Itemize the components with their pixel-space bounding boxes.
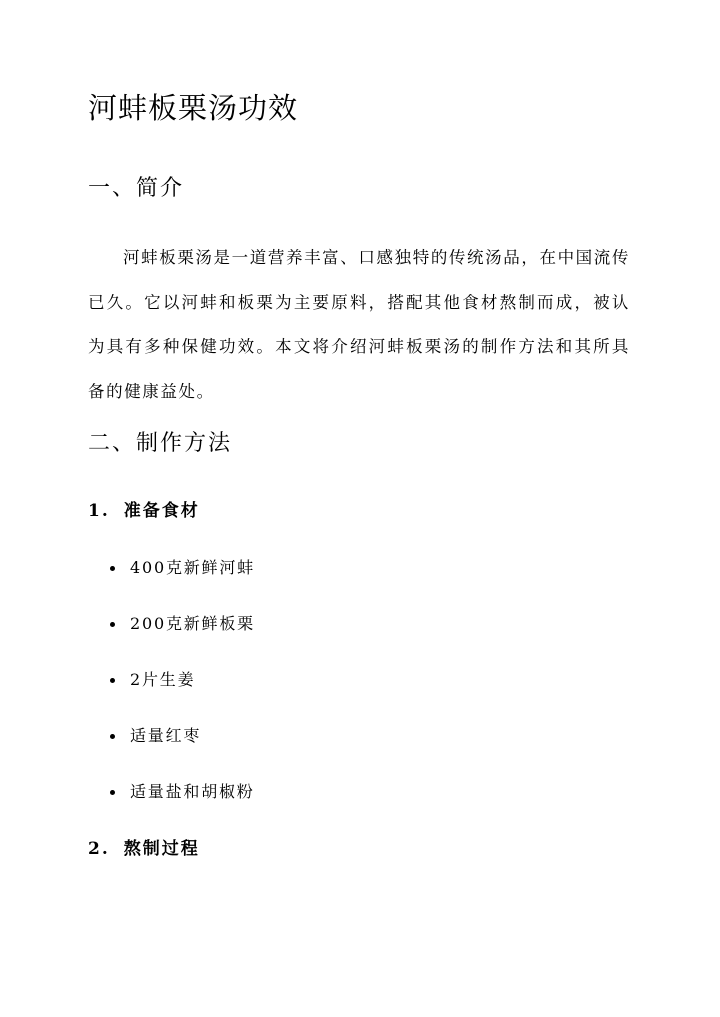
list-item-text: 2片生姜 bbox=[130, 670, 196, 689]
bullet-icon bbox=[110, 790, 115, 795]
bullet-icon bbox=[110, 566, 115, 571]
ingredient-list bbox=[110, 555, 255, 835]
section-heading-method: 二、制作方法 bbox=[88, 431, 233, 456]
bullet-icon bbox=[110, 622, 115, 627]
list-item-text: 200克新鲜板栗 bbox=[130, 614, 255, 633]
step-title: 准备食材 bbox=[123, 501, 200, 521]
document-title: 河蚌板栗汤功效 bbox=[88, 91, 299, 125]
step-heading-cooking bbox=[88, 836, 200, 862]
list-item-text: 400克新鲜河蚌 bbox=[130, 558, 255, 577]
list-item bbox=[110, 611, 255, 667]
intro-paragraph: 河蚌板栗汤是一道营养丰富、口感独特的传统汤品，在中国流传已久。它以河蚌和板栗为主要原料，搭配其他食材熬制而成，被认为具有多种保健功效。本文将介绍河蚌板栗汤的制作方法和其所具备的健康益处。 bbox=[88, 248, 630, 401]
list-item bbox=[110, 555, 255, 611]
section-heading-intro: 一、简介 bbox=[88, 176, 185, 201]
list-item-text: 适量红枣 bbox=[130, 726, 202, 745]
bullet-icon bbox=[110, 734, 115, 739]
list-item bbox=[110, 723, 255, 779]
step-heading-ingredients bbox=[88, 498, 200, 524]
step-number: 1. bbox=[88, 501, 110, 521]
list-item-text: 适量盐和胡椒粉 bbox=[130, 782, 255, 801]
list-item bbox=[110, 667, 255, 723]
step-title: 熬制过程 bbox=[123, 839, 200, 859]
step-number: 2. bbox=[88, 839, 110, 859]
bullet-icon bbox=[110, 678, 115, 683]
list-item bbox=[110, 779, 255, 835]
